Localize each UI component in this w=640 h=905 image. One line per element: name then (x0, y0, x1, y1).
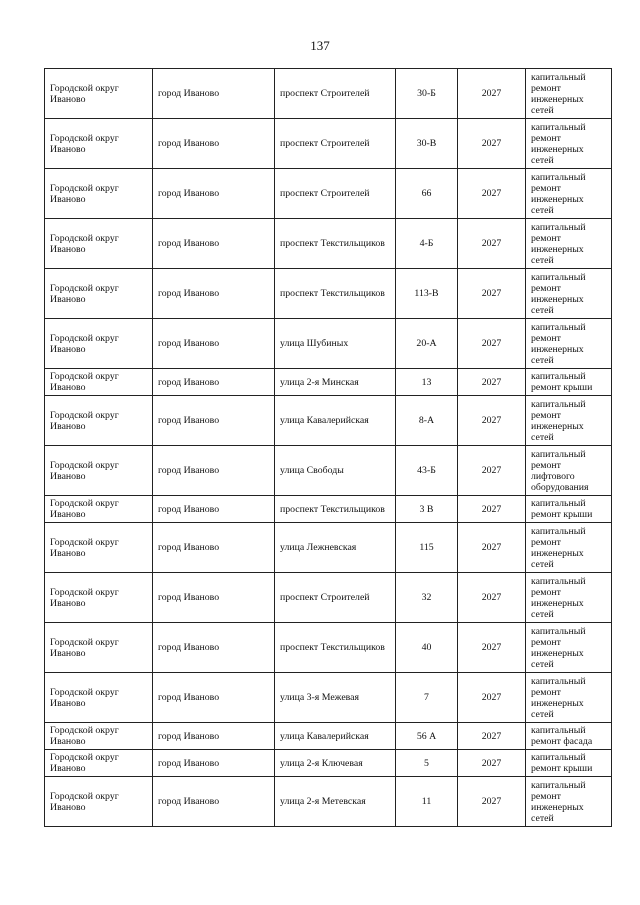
district-cell: Городской округ Иваново (45, 396, 153, 446)
district-cell: Городской округ Иваново (45, 269, 153, 319)
work-type-cell: капитальный ремонт крыши (526, 369, 612, 396)
district-cell: Городской округ Иваново (45, 119, 153, 169)
year-cell: 2027 (458, 169, 526, 219)
table-row (45, 523, 612, 573)
city-cell: город Иваново (153, 319, 275, 369)
street-cell: улица Свободы (275, 446, 396, 496)
city-cell: город Иваново (153, 369, 275, 396)
year-cell: 2027 (458, 396, 526, 446)
district-cell: Городской округ Иваново (45, 369, 153, 396)
district-cell: Городской округ Иваново (45, 69, 153, 119)
work-type-cell: капитальный ремонт инженерных сетей (526, 396, 612, 446)
table-row (45, 219, 612, 269)
street-cell: улица Лежневская (275, 523, 396, 573)
city-cell: город Иваново (153, 777, 275, 827)
house-number-cell: 3 В (396, 496, 458, 523)
work-type-cell: капитальный ремонт инженерных сетей (526, 269, 612, 319)
street-cell: улица Кавалерийская (275, 396, 396, 446)
year-cell: 2027 (458, 69, 526, 119)
work-type-cell: капитальный ремонт инженерных сетей (526, 573, 612, 623)
house-number-cell: 11 (396, 777, 458, 827)
table-row (45, 169, 612, 219)
year-cell: 2027 (458, 369, 526, 396)
district-cell: Городской округ Иваново (45, 523, 153, 573)
city-cell: город Иваново (153, 219, 275, 269)
year-cell: 2027 (458, 723, 526, 750)
work-type-cell: капитальный ремонт инженерных сетей (526, 69, 612, 119)
district-cell: Городской округ Иваново (45, 169, 153, 219)
work-type-cell: капитальный ремонт инженерных сетей (526, 169, 612, 219)
street-cell: проспект Строителей (275, 119, 396, 169)
table-row (45, 573, 612, 623)
street-cell: проспект Строителей (275, 573, 396, 623)
city-cell: город Иваново (153, 723, 275, 750)
year-cell: 2027 (458, 119, 526, 169)
district-cell: Городской округ Иваново (45, 723, 153, 750)
district-cell: Городской округ Иваново (45, 573, 153, 623)
year-cell: 2027 (458, 777, 526, 827)
city-cell: город Иваново (153, 523, 275, 573)
district-cell: Городской округ Иваново (45, 446, 153, 496)
work-type-cell: капитальный ремонт инженерных сетей (526, 523, 612, 573)
table-row (45, 119, 612, 169)
table-row (45, 750, 612, 777)
district-cell: Городской округ Иваново (45, 319, 153, 369)
house-number-cell: 43-Б (396, 446, 458, 496)
street-cell: улица 2-я Минская (275, 369, 396, 396)
city-cell: город Иваново (153, 573, 275, 623)
house-number-cell: 5 (396, 750, 458, 777)
table-row (45, 319, 612, 369)
house-number-cell: 13 (396, 369, 458, 396)
table-row (45, 396, 612, 446)
street-cell: улица 2-я Метевская (275, 777, 396, 827)
work-type-cell: капитальный ремонт инженерных сетей (526, 673, 612, 723)
house-number-cell: 56 А (396, 723, 458, 750)
house-number-cell: 32 (396, 573, 458, 623)
district-cell: Городской округ Иваново (45, 777, 153, 827)
city-cell: город Иваново (153, 750, 275, 777)
year-cell: 2027 (458, 750, 526, 777)
house-number-cell: 40 (396, 623, 458, 673)
table-row (45, 623, 612, 673)
district-cell: Городской округ Иваново (45, 750, 153, 777)
house-number-cell: 66 (396, 169, 458, 219)
street-cell: улица Шубиных (275, 319, 396, 369)
city-cell: город Иваново (153, 623, 275, 673)
table-row (45, 723, 612, 750)
city-cell: город Иваново (153, 496, 275, 523)
table-row (45, 496, 612, 523)
table-row (45, 269, 612, 319)
city-cell: город Иваново (153, 69, 275, 119)
work-type-cell: капитальный ремонт инженерных сетей (526, 319, 612, 369)
work-type-cell: капитальный ремонт инженерных сетей (526, 219, 612, 269)
street-cell: улица Кавалерийская (275, 723, 396, 750)
work-type-cell: капитальный ремонт инженерных сетей (526, 623, 612, 673)
work-type-cell: капитальный ремонт лифтового оборудования (526, 446, 612, 496)
district-cell: Городской округ Иваново (45, 496, 153, 523)
district-cell: Городской округ Иваново (45, 623, 153, 673)
table-row (45, 69, 612, 119)
house-number-cell: 4-Б (396, 219, 458, 269)
year-cell: 2027 (458, 319, 526, 369)
table-row (45, 777, 612, 827)
house-number-cell: 30-Б (396, 69, 458, 119)
work-type-cell: капитальный ремонт инженерных сетей (526, 777, 612, 827)
house-number-cell: 20-А (396, 319, 458, 369)
table-row (45, 673, 612, 723)
work-type-cell: капитальный ремонт инженерных сетей (526, 119, 612, 169)
year-cell: 2027 (458, 269, 526, 319)
year-cell: 2027 (458, 673, 526, 723)
work-type-cell: капитальный ремонт крыши (526, 496, 612, 523)
house-number-cell: 115 (396, 523, 458, 573)
city-cell: город Иваново (153, 446, 275, 496)
housing-repair-table (44, 68, 612, 827)
city-cell: город Иваново (153, 119, 275, 169)
city-cell: город Иваново (153, 673, 275, 723)
work-type-cell: капитальный ремонт крыши (526, 750, 612, 777)
street-cell: улица 3-я Межевая (275, 673, 396, 723)
street-cell: проспект Текстильщиков (275, 269, 396, 319)
house-number-cell: 30-В (396, 119, 458, 169)
year-cell: 2027 (458, 623, 526, 673)
year-cell: 2027 (458, 573, 526, 623)
year-cell: 2027 (458, 496, 526, 523)
page-number: 137 (310, 38, 330, 53)
district-cell: Городской округ Иваново (45, 673, 153, 723)
house-number-cell: 113-В (396, 269, 458, 319)
year-cell: 2027 (458, 523, 526, 573)
street-cell: проспект Текстильщиков (275, 623, 396, 673)
house-number-cell: 8-А (396, 396, 458, 446)
table-body (45, 69, 612, 827)
street-cell: проспект Строителей (275, 169, 396, 219)
street-cell: проспект Текстильщиков (275, 219, 396, 269)
city-cell: город Иваново (153, 269, 275, 319)
table-row (45, 369, 612, 396)
street-cell: улица 2-я Ключевая (275, 750, 396, 777)
city-cell: город Иваново (153, 169, 275, 219)
city-cell: город Иваново (153, 396, 275, 446)
work-type-cell: капитальный ремонт фасада (526, 723, 612, 750)
house-number-cell: 7 (396, 673, 458, 723)
year-cell: 2027 (458, 446, 526, 496)
year-cell: 2027 (458, 219, 526, 269)
street-cell: проспект Строителей (275, 69, 396, 119)
street-cell: проспект Текстильщиков (275, 496, 396, 523)
district-cell: Городской округ Иваново (45, 219, 153, 269)
table-row (45, 446, 612, 496)
